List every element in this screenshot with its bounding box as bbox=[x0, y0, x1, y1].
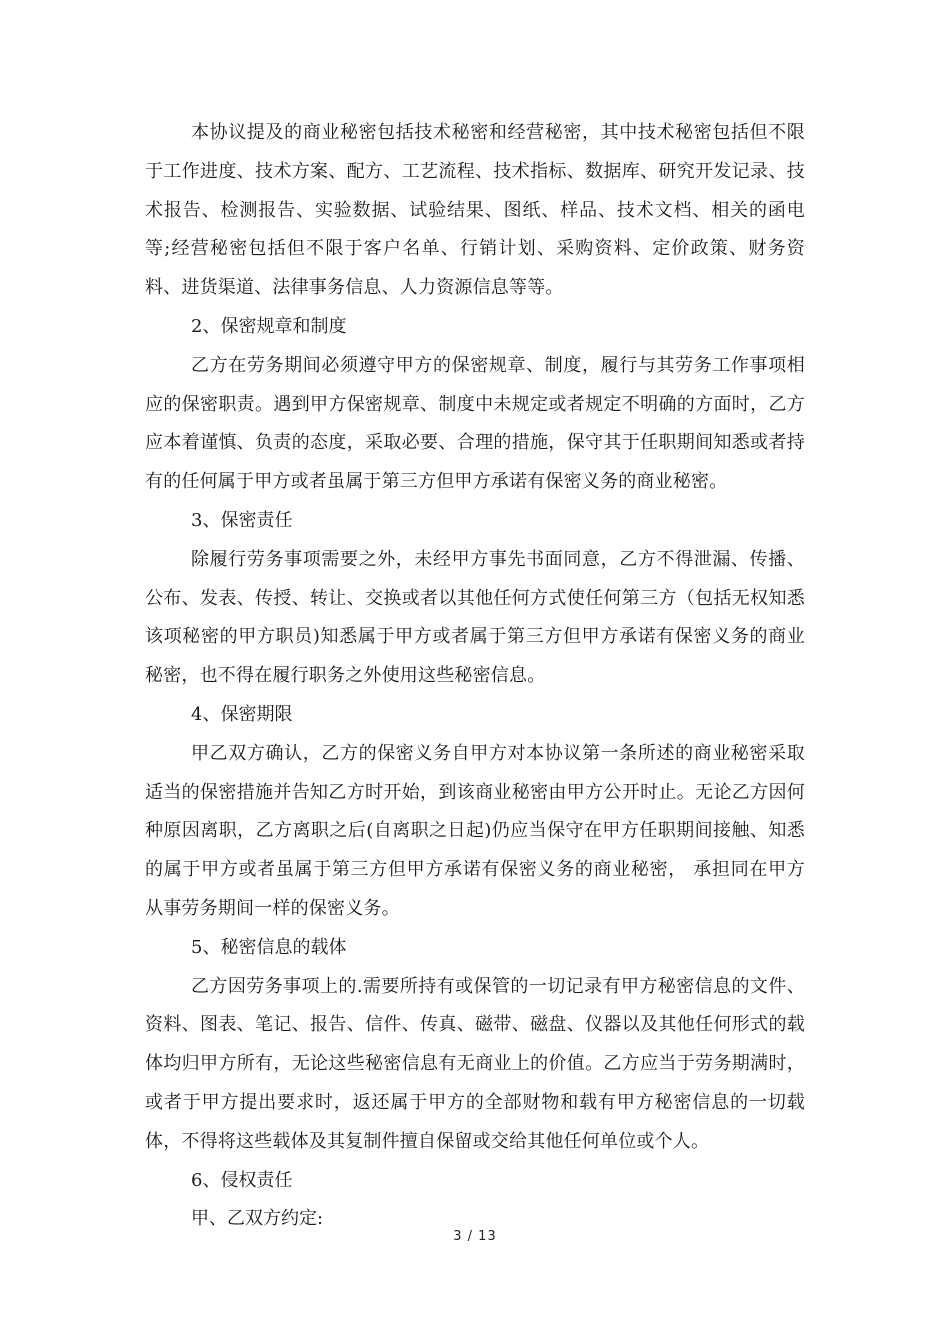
section-heading-4: 4、保密期限 bbox=[191, 703, 293, 725]
paragraph-confidentiality-term: 甲乙双方确认，乙方的保密义务自甲方对本协议第一条所述的商业秘密采取适当的保密措施并告知乙方时开始，到该商业秘密由甲方公开时止。无论乙方因何种原因离职，乙方离职之后(自离职之日起)仍应当保守在甲方任职期间接触、知悉的属于甲方或者虽属于第三方但甲方承诺有保密义务的商业秘密， 承担同在甲方从事劳务期间一样的保密义务。 bbox=[145, 742, 805, 919]
paragraph-confidentiality-duty: 除履行劳务事项需要之外，未经甲方事先书面同意，乙方不得泄漏、传播、公布、发表、传授、转让、交换或者以其他任何方式使任何第三方（包括无权知悉该项秘密的甲方职员)知悉属于甲方或者属于第三方但甲方承诺有保密义务的商业秘密，也不得在履行职务之外使用这些秘密信息。 bbox=[145, 548, 805, 687]
paragraph-confidentiality-rules: 乙方在劳务期间必须遵守甲方的保密规章、制度，履行与其劳务工作事项相应的保密职责。遇到甲方保密规章、制度中未规定或者规定不明确的方面时，乙方应本着谨慎、负责的态度，采取必要、合理的措施，保守其于任职期间知悉或者持有的任何属于甲方或者虽属于第三方但甲方承诺有保密义务的商业秘密。 bbox=[145, 354, 805, 493]
section-heading-5: 5、秘密信息的载体 bbox=[191, 936, 347, 958]
page-number: 3 / 13 bbox=[453, 1229, 497, 1244]
paragraph-trade-secrets: 本协议提及的商业秘密包括技术秘密和经营秘密，其中技术秘密包括但不限于工作进度、技术方案、配方、工艺流程、技术指标、数据库、研究开发记录、技术报告、检测报告、实验数据、试验结果、图纸、样品、技术文档、相关的函电等;经营秘密包括但不限于客户名单、行销计划、采购资料、定价政策、财务资料、进货渠道、法律事务信息、人力资源信息等等。 bbox=[145, 122, 805, 299]
paragraph-parties-agree: 甲、乙双方约定: bbox=[191, 1208, 324, 1230]
section-heading-3: 3、保密责任 bbox=[191, 509, 293, 531]
document-body bbox=[145, 114, 805, 1239]
paragraph-secret-carriers: 乙方因劳务事项上的.需要所持有或保管的一切记录有甲方秘密信息的文件、资料、图表、笔记、报告、信件、传真、磁带、磁盘、仪器以及其他任何形式的载体均归甲方所有，无论这些秘密信息有无商业上的价值。乙方应当于劳务期满时，或者于甲方提出要求时，返还属于甲方的全部财物和载有甲方秘密信息的一切载体，不得将这些载体及其复制件擅自保留或交给其他任何单位或个人。 bbox=[145, 975, 805, 1152]
section-heading-2: 2、保密规章和制度 bbox=[191, 315, 347, 337]
section-heading-6: 6、侵权责任 bbox=[191, 1169, 293, 1191]
